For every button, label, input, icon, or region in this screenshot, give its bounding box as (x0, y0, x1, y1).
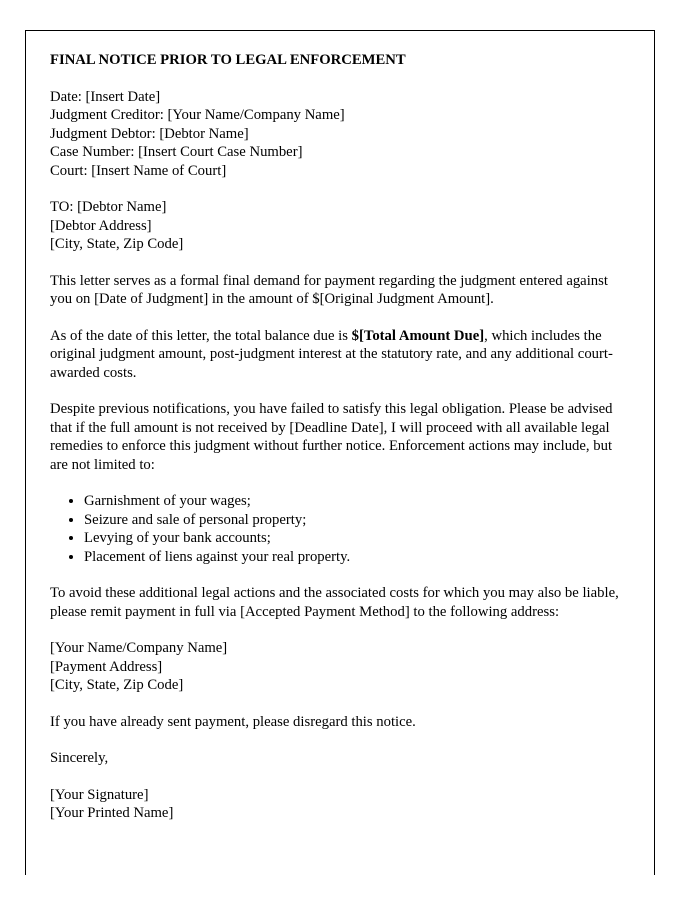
meta-line-court: Court: [Insert Name of Court] (50, 162, 227, 179)
letter-title: FINAL NOTICE PRIOR TO LEGAL ENFORCEMENT (50, 52, 406, 68)
bullet-item-levying: • Levying of your bank accounts; (84, 529, 630, 548)
bullet-item-liens: • Placement of liens against your real property. (84, 548, 630, 567)
letter-border-frame (25, 30, 655, 875)
payment-address-block (50, 639, 630, 695)
recipient-block (50, 198, 630, 254)
payment-address-line-street: [Payment Address] (50, 658, 163, 675)
closing-salutation: Sincerely, (50, 750, 109, 766)
case-meta-block (50, 88, 630, 181)
paragraph-warning: Despite previous notifications, you have failed to satisfy this legal obligation. Please be advised that if the full amount is not received by [Deadline Date], I will proceed with all available legal remedies to enforce this judgment without further notice. Enforcement actions may include, but are not limited to: (50, 401, 613, 473)
payment-address-line-name: [Your Name/Company Name] (50, 640, 228, 656)
total-amount-due-bold: $[Total Amount Due] (351, 327, 485, 344)
paragraph-balance-before: As of the date of this letter, the total balance due is (50, 327, 352, 344)
meta-line-case-number: Case Number: [Insert Court Case Number] (50, 144, 303, 160)
signature-line-printed-name: [Your Printed Name] (50, 805, 174, 821)
payment-address-line-city-state-zip: [City, State, Zip Code] (50, 677, 184, 693)
meta-line-creditor: Judgment Creditor: [Your Name/Company Name] (50, 107, 345, 123)
paragraph-demand: This letter serves as a formal final demand for payment regarding the judgment entered against you on [Date of Judgment] in the amount of $[Original Judgment Amount]. (50, 272, 608, 307)
paragraph-disregard: If you have already sent payment, please disregard this notice. (50, 713, 416, 730)
recipient-line-to: TO: [Debtor Name] (50, 199, 167, 215)
enforcement-actions-list (50, 492, 630, 566)
signature-line-signature: [Your Signature] (50, 786, 149, 803)
recipient-line-address: [Debtor Address] (50, 217, 152, 234)
signature-block (50, 786, 630, 823)
paragraph-remit: To avoid these additional legal actions and the associated costs for which you may also be liable, please remit payment in full via [Accepted Payment Method] to the following address: (50, 585, 619, 620)
meta-line-debtor: Judgment Debtor: [Debtor Name] (50, 125, 249, 142)
paragraph-balance (50, 327, 630, 383)
bullet-item-garnishment: • Garnishment of your wages; (84, 492, 630, 511)
bullet-item-seizure: • Seizure and sale of personal property; (84, 511, 630, 530)
recipient-line-city-state-zip: [City, State, Zip Code] (50, 236, 184, 252)
paragraph-balance-after: , which includes the original judgment amount, post-judgment interest at the statutory rate, and any additional court-awarded costs. (50, 327, 613, 381)
meta-line-date: Date: [Insert Date] (50, 88, 161, 105)
